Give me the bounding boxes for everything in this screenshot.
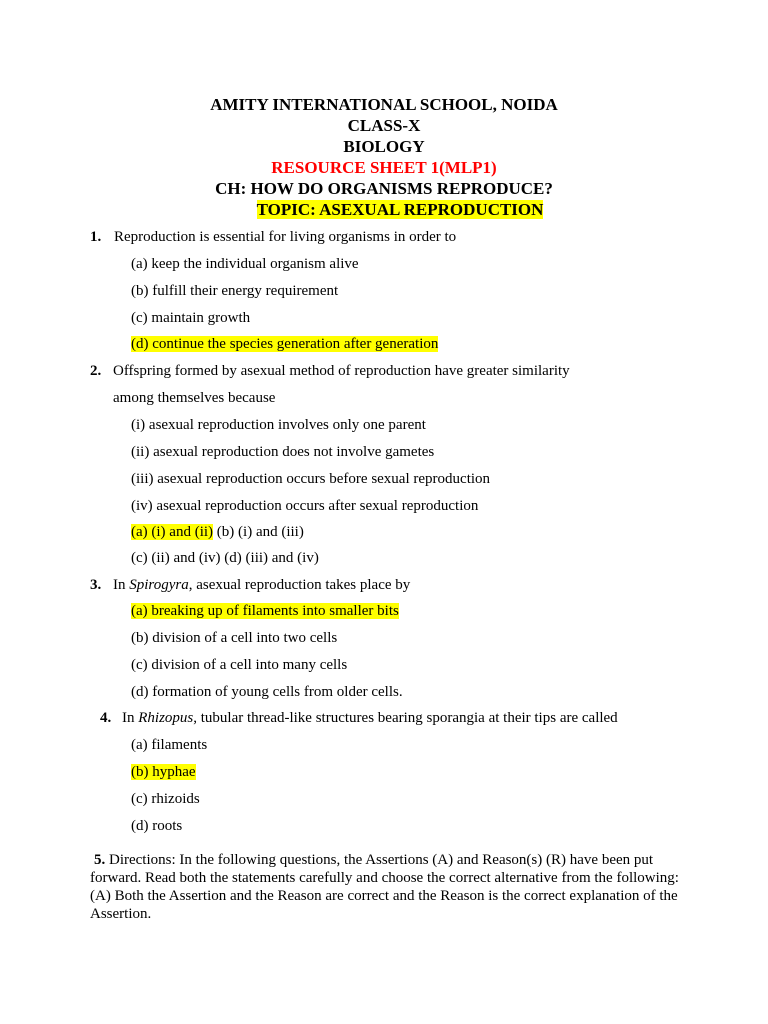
q2-statement-ii: (ii) asexual reproduction does not involve gametes bbox=[131, 444, 435, 460]
q1-option-a: (a) keep the individual organism alive bbox=[131, 256, 359, 272]
class-title: CLASS-X bbox=[347, 116, 421, 135]
q3-number: 3. bbox=[90, 577, 102, 593]
q1-number: 1. bbox=[90, 229, 102, 245]
q2-statement-iii: (iii) asexual reproduction occurs before sexual reproduction bbox=[131, 471, 491, 487]
q3-option-b: (b) division of a cell into two cells bbox=[131, 630, 338, 646]
school-name: AMITY INTERNATIONAL SCHOOL, NOIDA bbox=[210, 95, 558, 114]
topic-title-text: TOPIC: ASEXUAL REPRODUCTION bbox=[256, 200, 544, 219]
q2-choices-cd: (c) (ii) and (iv) (d) (iii) and (iv) bbox=[131, 550, 319, 566]
q4-suffix: , tubular thread-like structures bearing sporangia at their tips are called bbox=[193, 710, 618, 726]
q3-text bbox=[113, 576, 410, 594]
q4-text bbox=[122, 709, 618, 727]
q5-text: Directions: In the following questions, the Assertions (A) and Reason(s) (R) have been put forward. Read both the statements carefully and choose the correct alternative from the following: (A) Both the Assertion and the Reason are correct and the Reason is the correct explanation of the Assertion. bbox=[90, 852, 679, 922]
q3-answer-highlight: (a) breaking up of filaments into smaller bits bbox=[131, 603, 399, 619]
subject-title: BIOLOGY bbox=[343, 137, 425, 156]
q3-option-a bbox=[131, 602, 399, 620]
resource-title: RESOURCE SHEET 1(MLP1) bbox=[271, 158, 497, 177]
q2-statement-i: (i) asexual reproduction involves only one parent bbox=[131, 417, 426, 433]
q4-option-d: (d) roots bbox=[131, 818, 183, 834]
q1-text: Reproduction is essential for living organisms in order to bbox=[114, 229, 457, 245]
q4-number: 4. bbox=[100, 710, 112, 726]
q4-option-a: (a) filaments bbox=[131, 737, 208, 753]
q2-text-line1: Offspring formed by asexual method of reproduction have greater similarity bbox=[113, 363, 570, 379]
q2-statement-iv: (iv) asexual reproduction occurs after sexual reproduction bbox=[131, 498, 479, 514]
q1-answer-highlight: (d) continue the species generation after generation bbox=[131, 336, 439, 352]
q2-number: 2. bbox=[90, 363, 102, 379]
q1-option-d bbox=[131, 335, 438, 353]
q4-answer-highlight: (b) hyphae bbox=[131, 764, 196, 780]
q2-choices-ab bbox=[131, 523, 304, 541]
q1-option-b: (b) fulfill their energy requirement bbox=[131, 283, 339, 299]
q4-organism: Rhizopus bbox=[138, 710, 194, 726]
q3-organism: Spirogyra bbox=[129, 577, 189, 593]
topic-title bbox=[16, 200, 768, 220]
q4-option-b bbox=[131, 763, 196, 781]
q4-option-c: (c) rhizoids bbox=[131, 791, 200, 807]
q3-option-c: (c) division of a cell into many cells bbox=[131, 657, 348, 673]
q5-paragraph bbox=[90, 851, 690, 923]
q3-suffix: , asexual reproduction takes place by bbox=[188, 577, 411, 593]
q1-option-c: (c) maintain growth bbox=[131, 310, 251, 326]
q4-prefix: In bbox=[122, 710, 139, 726]
q2-answer-highlight: (a) (i) and (ii) bbox=[131, 524, 214, 540]
q5-number: 5. bbox=[94, 852, 106, 868]
q3-option-d: (d) formation of young cells from older cells. bbox=[131, 684, 403, 700]
chapter-title: CH: HOW DO ORGANISMS REPRODUCE? bbox=[215, 179, 553, 198]
q2-text-line2: among themselves because bbox=[113, 390, 276, 406]
q3-prefix: In bbox=[113, 577, 130, 593]
q2-choice-b: (b) (i) and (iii) bbox=[213, 524, 304, 540]
